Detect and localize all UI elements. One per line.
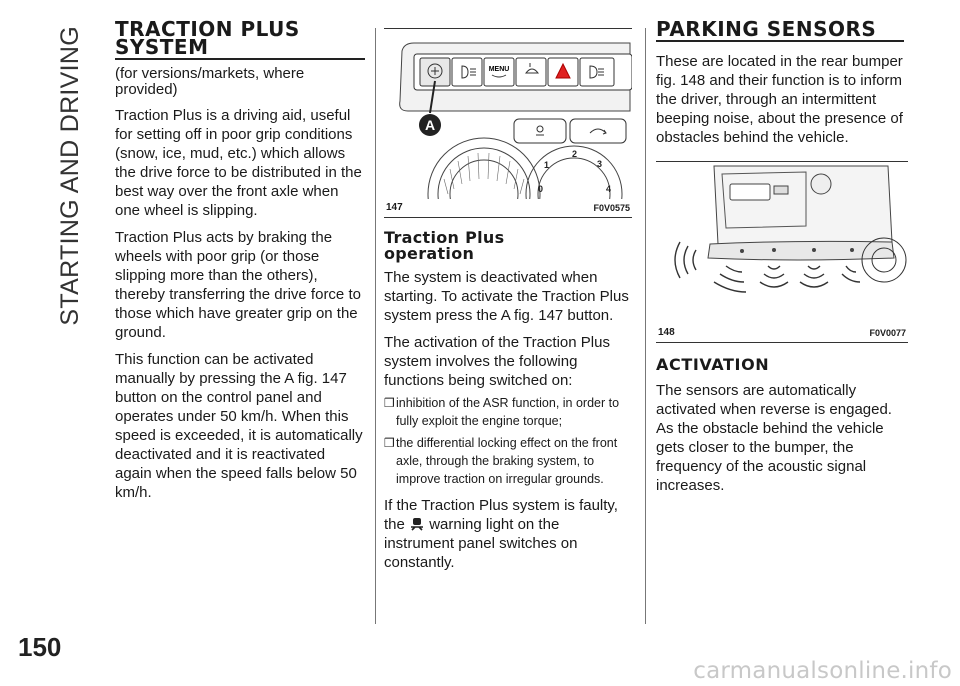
dial-number: 3: [597, 159, 603, 169]
figure-number: 147: [386, 202, 403, 213]
menu-label: MENU: [488, 66, 510, 73]
dial-number: 4: [606, 184, 612, 194]
heading-activation: ACTIVATION: [656, 355, 770, 374]
list-item-text: the differential locking effect on the front axle, through the braking system, to improve traction on irregular grounds.: [396, 436, 618, 486]
heading-traction-plus: TRACTION PLUS SYSTEM: [115, 20, 365, 60]
dial-number: 1: [544, 160, 550, 170]
paragraph: The sensors are automatically activated when reverse is engaged. As the obstacle behind the vehicle gets closer to the bumper, the frequency of the acoustic signal increases.: [656, 382, 892, 494]
control-panel-illustration: [384, 29, 632, 199]
heading-parking-sensors: PARKING SENSORS: [656, 20, 904, 42]
dial-number: 0: [538, 184, 544, 194]
faulty-paragraph: [384, 496, 632, 572]
figure-148: [656, 161, 908, 343]
watermark: carmanualsonline.info: [693, 658, 952, 684]
list-bullet: ❒: [384, 436, 395, 450]
rear-bumper-illustration: [656, 162, 908, 326]
faulty-text-after: warning light on the instrument panel switches on constantly.: [384, 516, 578, 571]
faulty-text-before: If the Traction Plus system is faulty, the: [384, 497, 618, 533]
paragraph: The system is deactivated when starting. To activate the Traction Plus system press the A fig. 147 button.: [384, 269, 629, 324]
list-item: [384, 434, 632, 488]
brand-badge-icon: [811, 174, 831, 194]
column-parking-sensors: [656, 17, 908, 495]
page-number: 150: [18, 632, 62, 662]
list-bullet: ❒: [384, 396, 395, 410]
versions-note: (for versions/markets, where provided): [115, 65, 305, 98]
figure-147: [384, 28, 632, 218]
traction-warning-icon: [410, 517, 424, 532]
figure-number: 148: [658, 327, 675, 338]
paragraph: Traction Plus is a driving aid, useful for setting off in poor grip conditions (snow, ice, mud, etc.) which allows the drive force to be distributed in the best way over the front axle when one wheel is slipping.: [115, 107, 362, 219]
paragraph: Traction Plus acts by braking the wheels with poor grip (or those slipping more than the others), thereby transferring the drive force to those which have greater grip on the ground.: [115, 229, 361, 341]
dial-number: 2: [572, 149, 578, 159]
paragraph: These are located in the rear bumper fig. 148 and their function is to inform the driver, through an intermittent beeping noise, about the presence of obstacles behind the vehicle.: [656, 53, 903, 146]
section-title: STARTING AND DRIVING: [56, 26, 84, 326]
figure-code: F0V0575: [593, 203, 630, 213]
column-traction-plus: [115, 17, 365, 502]
list-item-text: inhibition of the ASR function, in order to fully exploit the engine torque;: [396, 396, 620, 428]
paragraph: This function can be activated manually by pressing the A fig. 147 button on the control panel and operates under 50 km/h. When this speed is exceeded, it is automatically deactivated and it is reactivated again when the speed falls below 50 km/h.: [115, 351, 363, 501]
list-item: [384, 394, 632, 430]
callout-label: A: [424, 117, 436, 133]
heading-traction-operation: Traction Plus operation: [384, 228, 505, 263]
paragraph: The activation of the Traction Plus system involves the following functions being switched on:: [384, 334, 610, 389]
column-traction-operation: [384, 20, 632, 572]
column-divider: [645, 28, 646, 624]
column-divider: [375, 28, 376, 624]
figure-code: F0V0077: [869, 328, 906, 338]
